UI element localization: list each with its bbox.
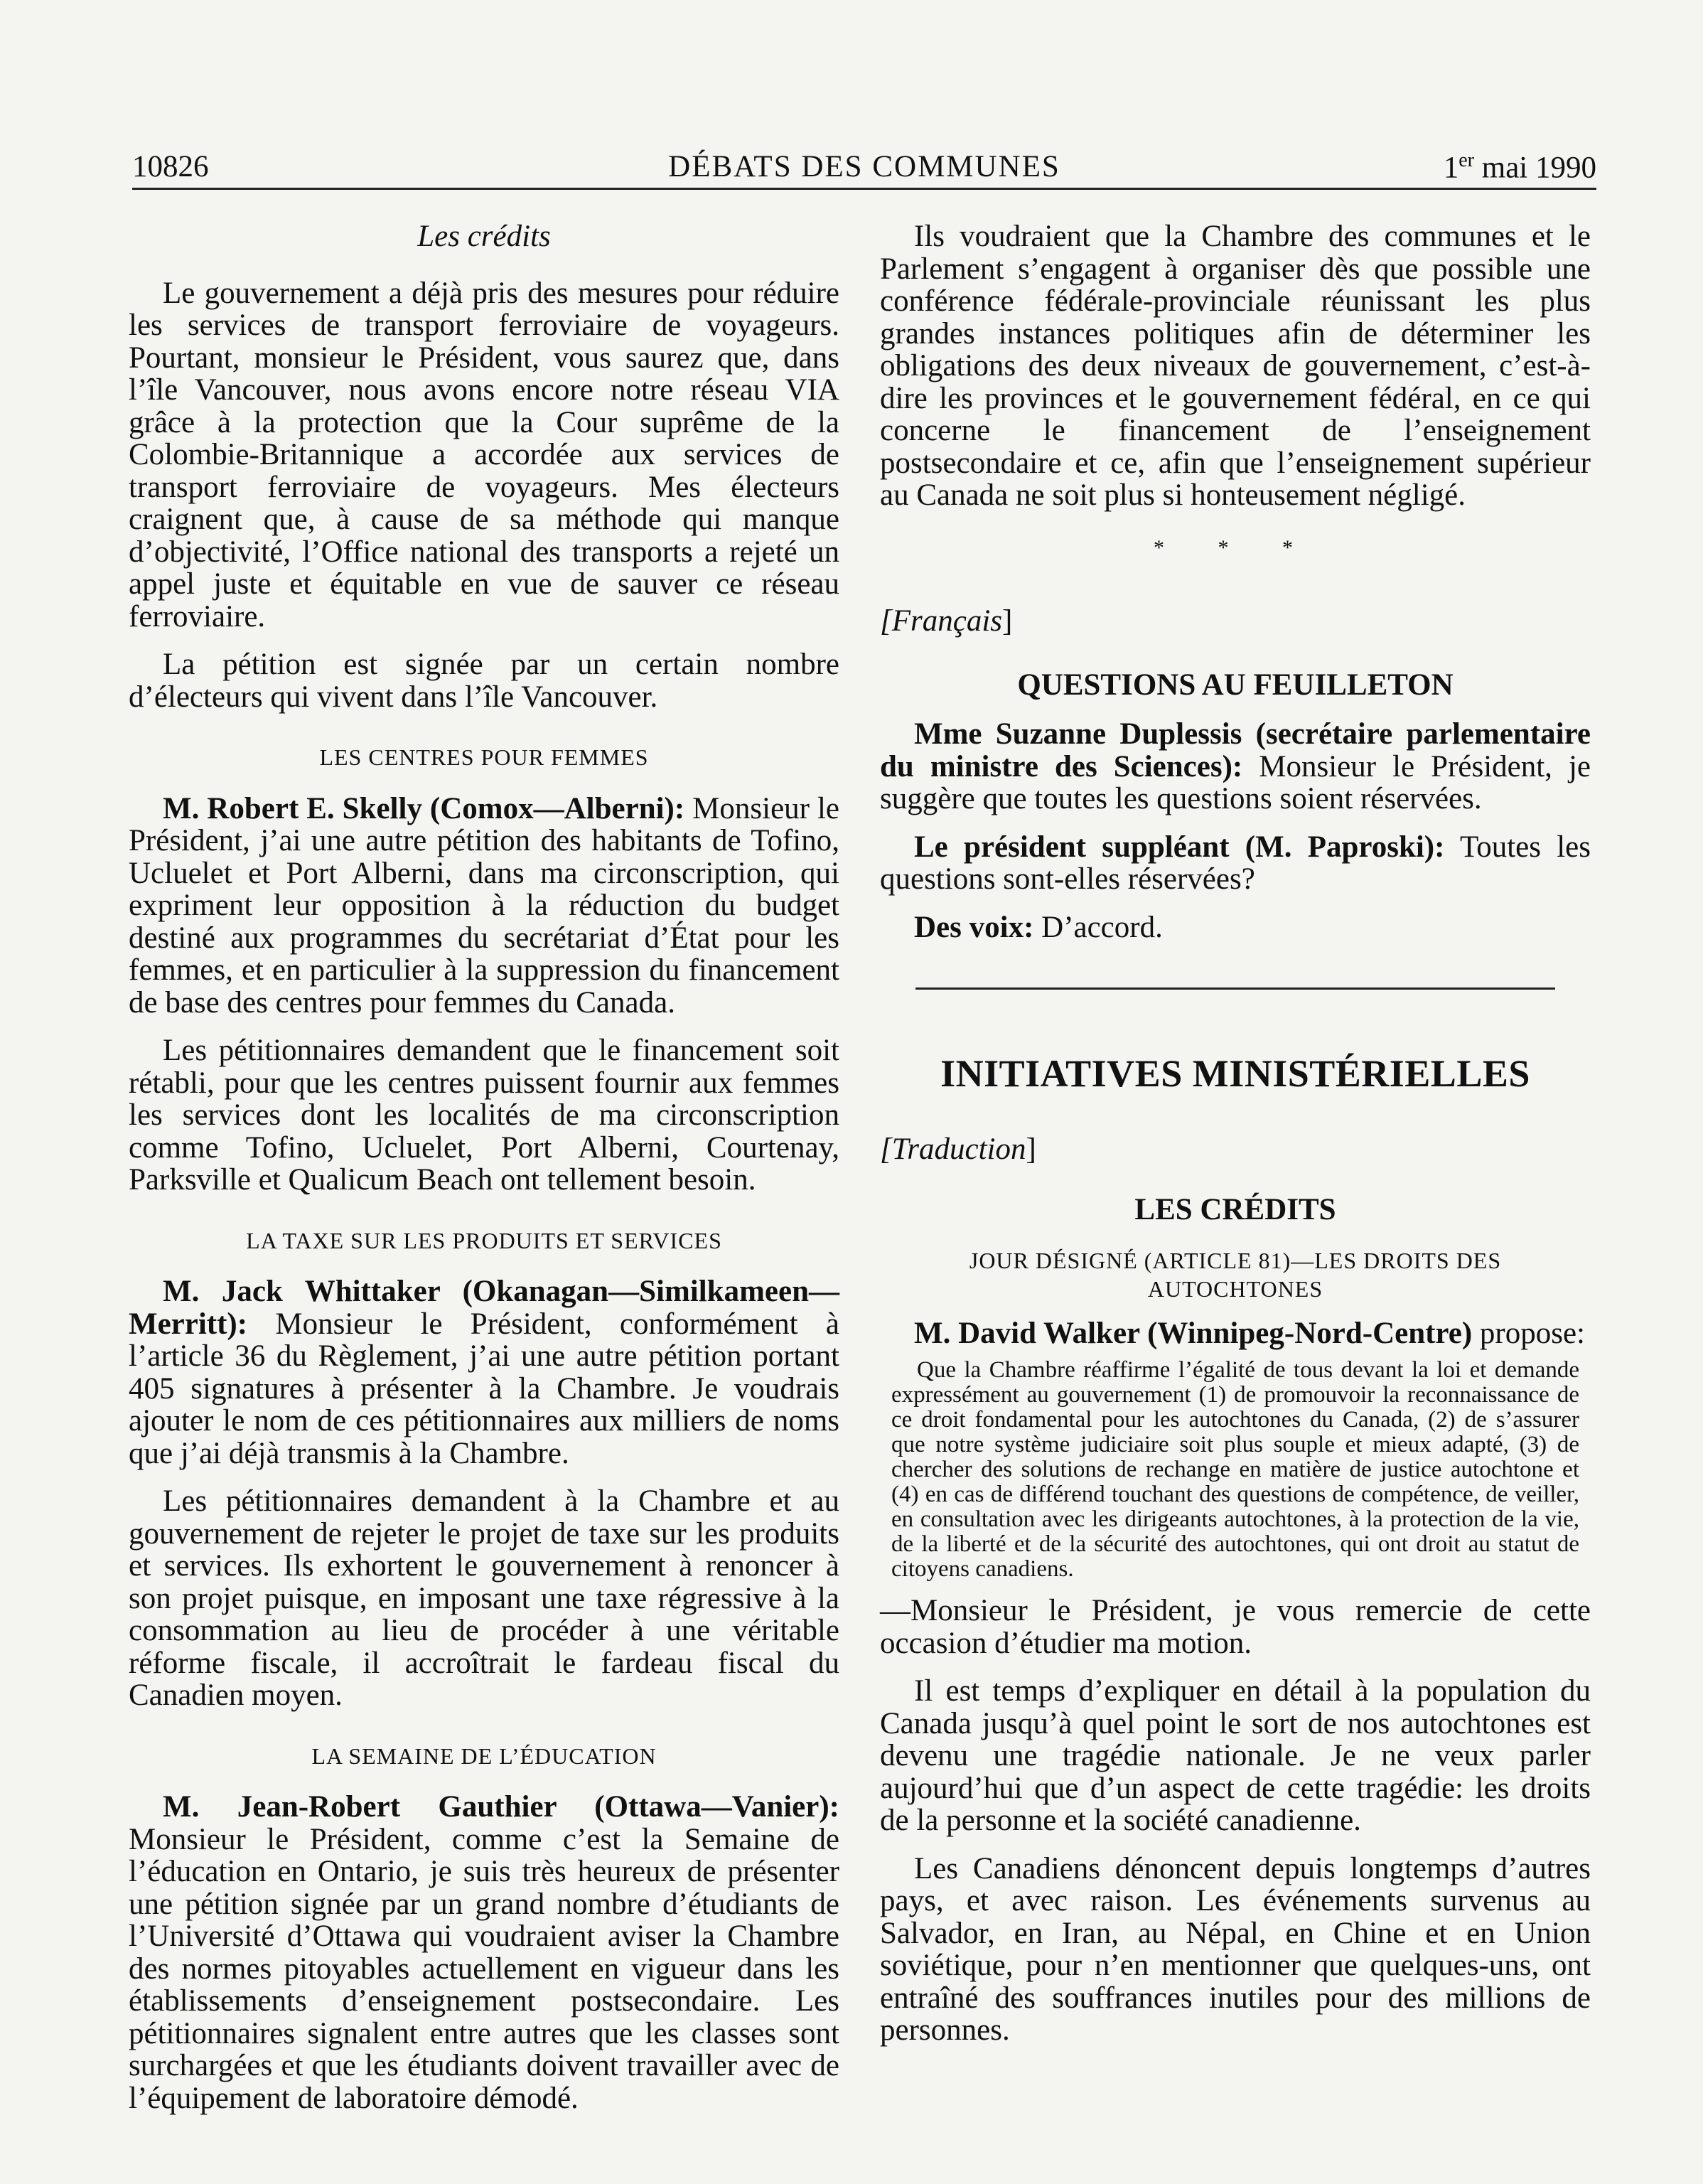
voix-text: D’accord.	[1033, 910, 1163, 944]
paragraph-duplessis	[880, 718, 1591, 815]
paragraph-conference: Ils voudraient que la Chambre des communes et le Parlement s’engagent à organiser dès que possible une conférence fédérale-provinciale réunissant les plus grandes instances politiques afin de déterminer les obligations des deux niveaux de gouvernement, c’est-à-dire les provinces et le gouvernement fédéral, en ce qui concerne le financement de l’enseignement postsecondaire et ce, afin que l’enseignement supérieur au Canada ne soit plus si honteusement négligé.	[880, 220, 1591, 512]
heading-les-credits: LES CRÉDITS	[1134, 1193, 1336, 1226]
left-column	[129, 220, 839, 2130]
walker-text: propose:	[1472, 1316, 1585, 1350]
paragraph-gauthier	[129, 1791, 839, 2114]
paragraph-via-rail: Le gouvernement a déjà pris des mesures pour réduire les services de transport ferroviaire de voyageurs. Pourtant, monsieur le Président, vous saurez que, dans l’île Vancouver, nous avons encore notre réseau VIA grâce à la protection que la Cour suprême de la Colombie-Britannique a accordée aux services de transport ferroviaire de voyageurs. Mes électeurs craignent que, à cause de sa méthode qui manque d’objectivité, l’Office national des transports a rejeté un appel juste et équitable en vue de sauver ce réseau ferroviaire.	[129, 276, 839, 633]
heading-jour-designe: JOUR DÉSIGNÉ (ARTICLE 81)—LES DROITS DES AUTOCHTONES	[969, 1247, 1502, 1302]
gauthier-text: Monsieur le Président, comme c’est la Semaine de l’éducation en Ontario, je suis très heureux de présenter une pétition signée par un grand nombre d’étudiants de l’Université d’Ottawa qui voudraient aviser la Chambre des normes pitoyables actuellement en vigueur dans les établissements d’enseignement postsecondaire. Les pétitionnaires signalent entre autres que les classes sont surchargées et que les étudiants doivent travailler avec de l’équipement de laboratoire démodé.	[129, 1822, 839, 2115]
president-text: Toutes les questions sont-elles réservées?	[880, 830, 1591, 896]
speaker-walker: M. David Walker (Winnipeg-Nord-Centre)	[914, 1316, 1473, 1350]
header-rule	[132, 188, 1596, 190]
paragraph-whittaker	[129, 1275, 839, 1470]
whittaker-text: Monsieur le Président, conformément à l’article 36 du Règlement, j’ai une autre pétition portant 405 signatures à présenter à la Chambre. Je voudrais ajouter le nom de ces pétitionnaires aux milliers de noms que j’ai déjà transmis à la Chambre.	[129, 1307, 839, 1470]
language-tag-francais: [Français]	[880, 604, 1013, 638]
date-superscript: er	[1458, 149, 1475, 171]
paragraph-tragedie: Il est temps d’expliquer en détail à la population du Canada jusqu’à quel point le sort de nos autochtones est devenu une tragédie nationale. Je ne veux parler aujourd’hui que d’un aspect de cette tragédie: les droits de la personne et la société canadienne.	[880, 1674, 1591, 1837]
heading-taxe: LA TAXE SUR LES PRODUITS ET SERVICES	[246, 1227, 722, 1253]
speaker-whittaker: M. Jack Whittaker (Okanagan—Similkameen—Merritt):	[129, 1275, 839, 1341]
heading-centres-femmes: LES CENTRES POUR FEMMES	[319, 744, 649, 770]
heading-semaine-education: LA SEMAINE DE L’ÉDUCATION	[311, 1743, 657, 1769]
journal-title: DÉBATS DES COMMUNES	[668, 150, 1060, 183]
duplessis-text: Monsieur le Président, je suggère que toutes les questions soient réservées.	[880, 749, 1591, 815]
language-tag-traduction-text: Traduction	[891, 1132, 1026, 1166]
heading-questions-feuilleton: QUESTIONS AU FEUILLETON	[1017, 668, 1454, 702]
paragraph-taxe-petition: Les pétitionnaires demandent à la Chambre et au gouvernement de rejeter le projet de taxe sur les produits et services. Ils exhortent le gouvernement à renoncer à son projet puisque, en imposant une taxe régressive à la consommation au lieu de procéder à une véritable réforme fiscale, il accroîtrait le fardeau fiscal du Canadien moyen.	[129, 1484, 839, 1712]
page-header	[132, 142, 1596, 185]
publication-date	[1444, 149, 1596, 185]
speaker-president: Le président suppléant (M. Paproski):	[914, 830, 1445, 864]
date-day: 1	[1443, 151, 1459, 185]
heading-initiatives-ministerielles: INITIATIVES MINISTÉRIELLES	[940, 1052, 1530, 1095]
page-number: 10826	[132, 150, 209, 183]
speaker-duplessis: Mme Suzanne Duplessis (secrétaire parlementaire du ministre des Sciences):	[880, 717, 1591, 783]
paragraph-petition-signed: La pétition est signée par un certain nombre d’électeurs qui vivent dans l’île Vancouver.	[129, 648, 839, 714]
paragraph-centres-funding: Les pétitionnaires demandent que le financement soit rétabli, pour que les centres puissent fournir aux femmes les services dont les localités de ma circonscription comme Tofino, Ucluelet, Port Alberni, Courtenay, Parksville et Qualicum Beach ont tellement besoin.	[129, 1034, 839, 1197]
speaker-gauthier: M. Jean-Robert Gauthier (Ottawa—Vanier):	[163, 1790, 839, 1824]
section-divider	[915, 987, 1555, 990]
date-rest: mai 1990	[1474, 151, 1596, 185]
running-section-title: Les crédits	[417, 220, 551, 253]
language-tag-francais-text: Français	[891, 604, 1003, 638]
paragraph-merci: —Monsieur le Président, je vous remercie de cette occasion d’étudier ma motion.	[880, 1594, 1591, 1660]
paragraph-walker	[880, 1317, 1591, 1350]
speaker-skelly: M. Robert E. Skelly (Comox—Alberni):	[163, 791, 685, 825]
skelly-text: Monsieur le Président, j’ai une autre pétition des habitants de Tofino, Ucluelet et Port Alberni, dans ma circonscription, qui expriment leur opposition à la réduction du budget destiné aux programmes du secrétariat d’État pour les femmes, et en particulier à la suppression du financement de base des centres pour femmes du Canada.	[129, 791, 839, 1019]
section-break-stars: * * *	[1154, 535, 1317, 560]
motion-text: Que la Chambre réaffirme l’égalité de tous devant la loi et demande expressément au gouvernement (1) de promouvoir la reconnaissance de ce droit fondamental pour les autochtones du Canada, (2) de s’assurer que notre système judiciaire soit plus souple et mieux adapté, (3) de chercher des solutions de rechange en matière de justice autochtone et (4) en cas de différend touchant des questions de compétence, de veiller, en consultation avec les dirigeants autochtones, à la protection de la vie, de la liberté et de la sécurité des autochtones, qui ont droit au statut de citoyens canadiens.	[891, 1357, 1579, 1582]
paragraph-voix	[880, 911, 1591, 944]
speaker-voix: Des voix:	[914, 910, 1034, 944]
language-tag-traduction: [Traduction]	[880, 1132, 1036, 1166]
paragraph-skelly	[129, 793, 839, 1019]
paragraph-canadiens-denoncent: Les Canadiens dénoncent depuis longtemps d’autres pays, et avec raison. Les événements survenus au Salvador, en Iran, au Népal, en Chine et en Union soviétique, pour n’en mentionner que quelques-uns, ont entraîné des souffrances inutiles pour des millions de personnes.	[880, 1851, 1591, 2047]
right-column	[880, 220, 1591, 2062]
paragraph-president	[880, 831, 1591, 896]
